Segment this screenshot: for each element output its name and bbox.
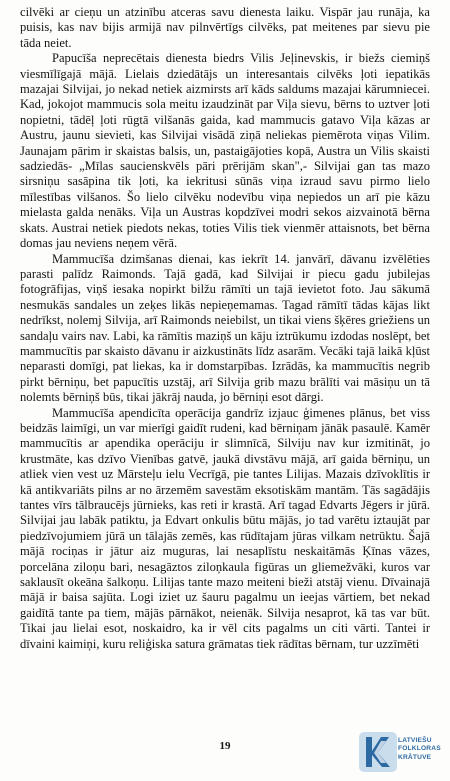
logo-line-1: LATVIEŠU [398,737,432,744]
logo-line-2: FOLKLORAS [398,745,441,753]
paragraph-1: cilvēki ar cieņu un atzinību atceras savu dienesta laiku. Vispār jau runāja, ka puisis, kas nav bijis armijā nav pilnvērtīgs cilvēks, pat meitenes par sievu pie tāda neiet. [20,5,430,50]
paragraph-4: Mammucīša apendicīta operācija gandrīz izjauc ģimenes plānus, bet viss beidzās laimīgi, un var mierīgi gaidīt rudeni, kad bērniņam jānāk pasaulē. Kamēr mammucītis ar apendika operāciju ir slimnīcā, Silviju nav kur izmitināt, jo krustmāte, kas dzīvo Vienības gatvē, jaukā divstāvu mājā, arī gaida bērniņu, un atliek vien vest uz Mārsteļu ielu Vecrīgā, pie tantes Lilijas. Mazais dzīvoklītis ir kā antikvariāts pilns ar no ārzemēm savestām eksotiskām mantām. Tās sagādājis tantes vīrs tālbraucējs jūrnieks, kas reti ir krastā. Arī tagad Edvarts Jēgers ir jūrā. Silvijai jau labāk patiktu, ja Edvart onkulis būtu mājās, jo tad varētu iztaujāt par piedzīvojumiem jūrā un tālajās zemēs, kas rūdītajam jūras vilkam netrūktu. Šajā mājā rociņas ir jātur aiz muguras, lai nesaplīstu neskaitāmās Ķīnas vāzes, porcelāna ziloņu bari, nesagāztos ziloņkaula figūras un gliemežvāki, kuros var saklausīt okeāna šalkoņu. Lilijas tante mazo meiteni bieži atstāj vienu. Dīvainajā mājā ir baisa sajūta. Logi iziet uz šauru pagalmu un ieejas vārtiem, bet nekad gaidītā tante pa tiem, mājās pārnākot, neienāk. Silvija nesaprot, kā tas var būt. Tikai jau lielai esot, noskaidro, ka ir vēl cits pagalms un citi vārti. Tantei ir dīvaini kaimiņi, kuru reliģiska satura grāmatas tiek rādītas bērnam, tur uzzīmēti [20,405,430,651]
paragraph-2: Papucīša neprecētais dienesta biedrs Vilis Jeļinevskis, ir biežs ciemiņš viesmīlīgajā mājā. Lielais dziedātājs un interesantais cilvēks ļoti iepatikās mazajai Silvijai, jo nekad netiek aizmirsts arī kāds saldums mazajai kārumniecei. Kad, jokojot mammucis sola meitu izaudzināt par Viļa sievu, bērns to uztver ļoti nopietni, tādēļ ļoti rūgtā vilšanās gaida, kad mammucis gatavo Viļa kāzas ar Austru, jaunu sievieti, kas Silvijai visādā ziņā neliekas piemērota viņas Vilim. Jaunajam pārim ir skaistas balsis, un, pastaigājoties kopā, Austra un Vilis skaisti sadziedās- „Mīlas saucienskvēls pāri prērijām skan",- Silvijai gan tas mazo sirsniņu sasāpina tik ļoti, ka iekritusi sūnās viņa izraud savu pirmo lielo mīlestības vilšanos. Šo lielo cilvēku nodevību viņa nepiedos un arī pie kāzu mielasta galda nenāks. Viļa un Austras kopdzīvei modri sekos aizvainotā bērna skats. Austrai netiek piedots nekas, toties Vilis tiek vienmēr attaisnots, bet bērna domas jau neviens neņem vērā. [20,51,430,251]
body-text [20,5,430,652]
logo-line-3: KRĀTUVE [398,753,432,761]
archive-logo-text [398,737,447,762]
archive-logo-icon [359,732,397,772]
archive-logo [359,731,447,777]
page-number: 19 [219,740,231,752]
paragraph-3: Mammucīša dzimšanas dienai, kas iekrīt 14. janvārī, dāvanu izvēlēties parasti palīdz Raimonds. Tajā gadā, kad Silvijai ir piecu gadu jubilejas fotogrāfijas, viņš iesaka nopirkt bilžu rāmīti un tajā ievietot foto. Jau sākumā nesmukās sandales un zeķes likās nepieņemamas. Tagad rāmītī tādas kājas likt nedrīkst, nolemj Silvija, arī Raimonds neiebilst, un tikai viens šķēres griežiens un sandaļu vairs nav. Labi, ka rāmītis maziņš un kāju iztrūkumu izdodas noslēpt, bet mammucītis par skaisto dāvanu ir aizkustināts līdz asarām. Vecāki tajā laikā kļūst neparasti domīgi, pat liekas, ka ir domstarpības. Izrādās, ka mammucītis negrib pirkt bērniņu, bet papucītis uzstāj, arī Silvija grib mazu brālīti vai māsiņu un tā nolemts bērniņš būs, tikai jākrāj nauda, jo bērniņi esot dārgi. [20,251,430,405]
